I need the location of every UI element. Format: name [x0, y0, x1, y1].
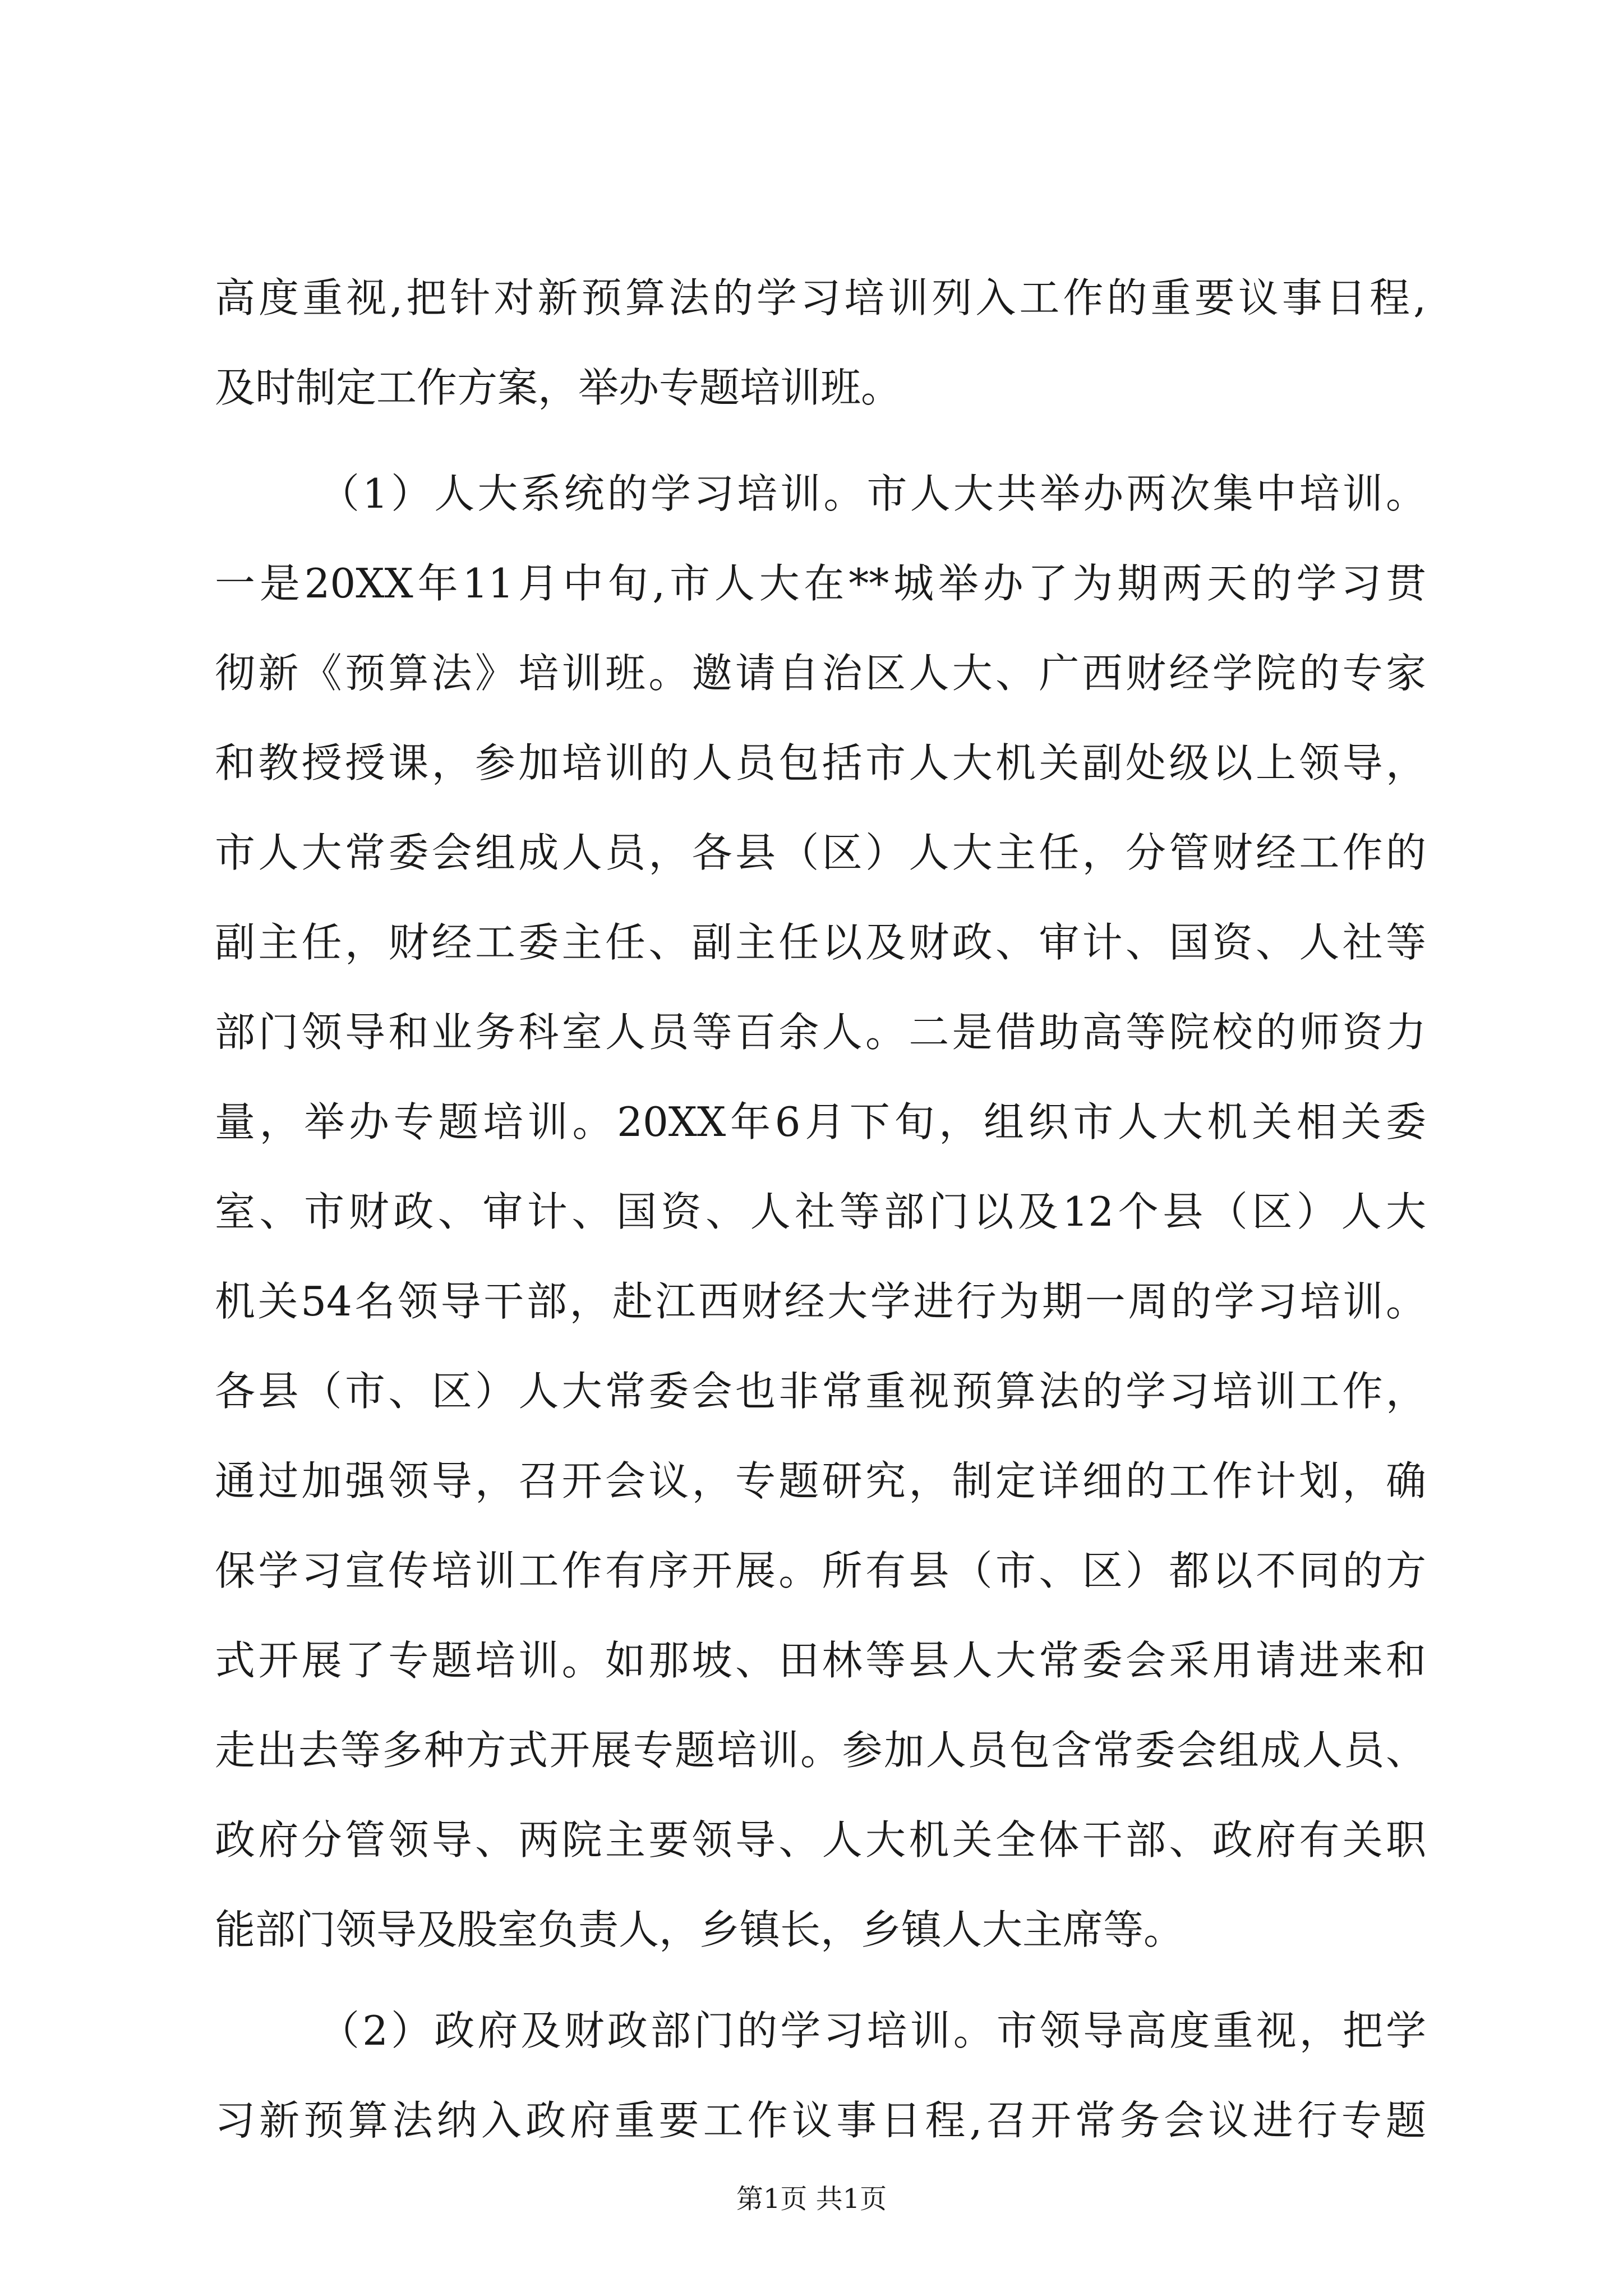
page-footer: 第1页 共1页: [736, 2183, 887, 2215]
paragraph-line: 一是20XX年11月中旬,市人大在**城举办了为期两天的学习贯: [215, 560, 1426, 607]
paragraph-line: 走出去等多种方式开展专题培训。参加人员包含常委会组成人员、: [215, 1727, 1426, 1774]
paragraph-line: 高度重视,把针对新预算法的学习培训列入工作的重要议事日程,: [215, 274, 1426, 321]
paragraph-line: 式开展了专题培训。如那坡、田林等县人大常委会采用请进来和: [215, 1637, 1426, 1684]
paragraph-line: （2）政府及财政部门的学习培训。市领导高度重视，把学: [319, 2007, 1426, 2054]
paragraph-line: 保学习宣传培训工作有序开展。所有县（市、区）都以不同的方: [215, 1547, 1426, 1594]
paragraph-line: 量，举办专题培训。20XX年6月下旬，组织市人大机关相关委: [215, 1098, 1426, 1145]
paragraph-line: 和教授授课，参加培训的人员包括市人大机关副处级以上领导，: [215, 739, 1426, 786]
paragraph-line: 及时制定工作方案，举办专题培训班。: [215, 364, 902, 411]
paragraph-line: 政府分管领导、两院主要领导、人大机关全体干部、政府有关职: [215, 1816, 1426, 1864]
paragraph-line: 副主任，财经工委主任、副主任以及财政、审计、国资、人社等: [215, 919, 1426, 966]
paragraph-line: 通过加强领导，召开会议，专题研究，制定详细的工作计划，确: [215, 1457, 1426, 1504]
paragraph-line: 机关54名领导干部，赴江西财经大学进行为期一周的学习培训。: [215, 1278, 1426, 1325]
paragraph-line: 彻新《预算法》培训班。邀请自治区人大、广西财经学院的专家: [215, 650, 1426, 697]
paragraph-line: 部门领导和业务科室人员等百余人。二是借助高等院校的师资力: [215, 1009, 1426, 1056]
paragraph-line: 能部门领导及股室负责人，乡镇长，乡镇人大主席等。: [215, 1906, 1184, 1953]
paragraph-line: 室、市财政、审计、国资、人社等部门以及12个县（区）人大: [215, 1188, 1426, 1235]
paragraph-line: 各县（市、区）人大常委会也非常重视预算法的学习培训工作，: [215, 1368, 1426, 1415]
paragraph-line: 市人大常委会组成人员，各县（区）人大主任，分管财经工作的: [215, 829, 1426, 876]
paragraph-line: （1）人大系统的学习培训。市人大共举办两次集中培训。: [319, 470, 1426, 517]
paragraph-line: 习新预算法纳入政府重要工作议事日程,召开常务会议进行专题: [215, 2097, 1426, 2144]
